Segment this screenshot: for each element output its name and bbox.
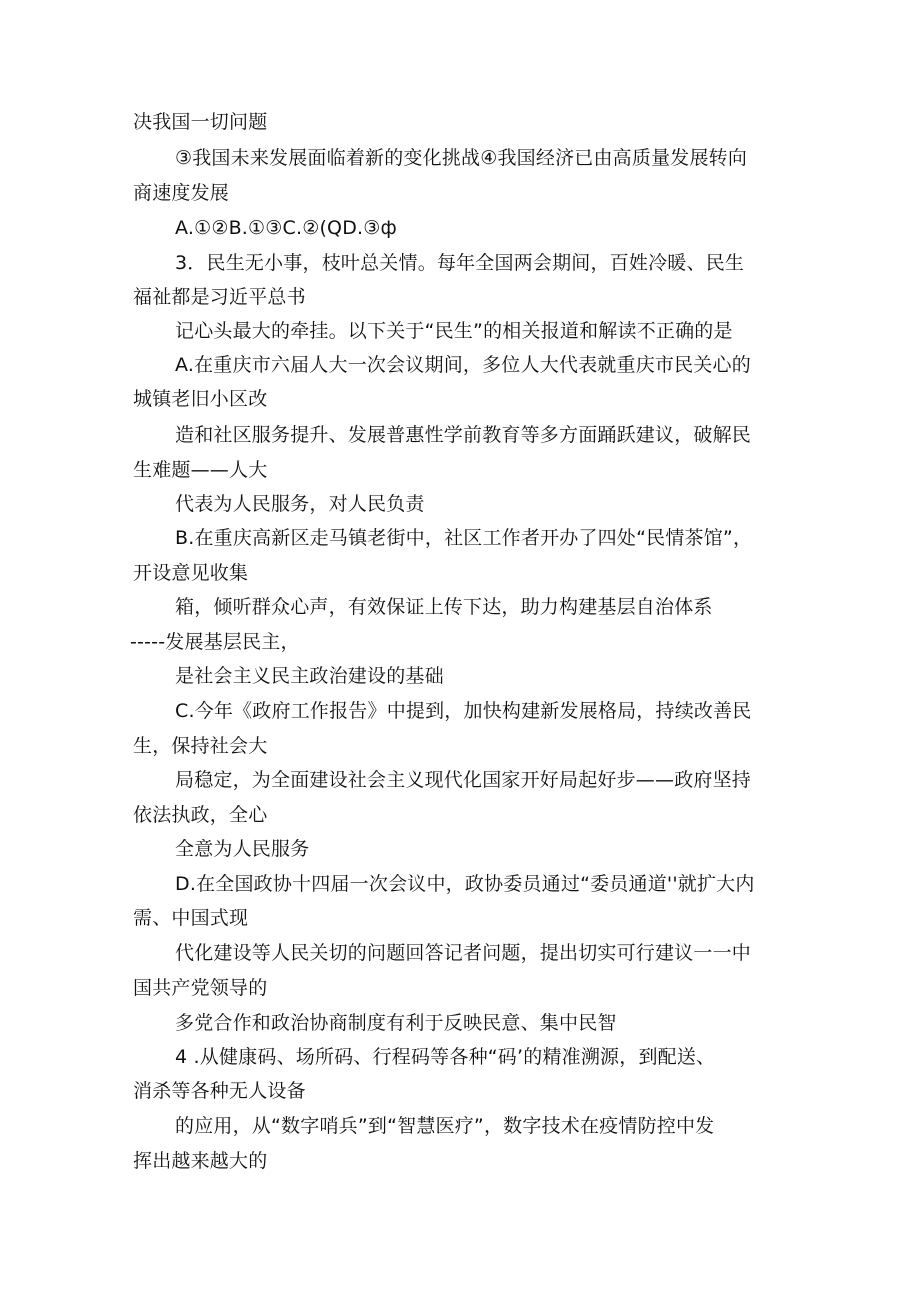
text-line-1: 决我国一切问题 bbox=[133, 111, 268, 133]
text-line-26: 国共产党领导的 bbox=[133, 977, 268, 999]
text-line-20: 局稳定，为全面建设社会主义现代化国家开好局起好步——政府坚持 bbox=[175, 769, 752, 791]
text-line-3: 商速度发展 bbox=[133, 182, 230, 204]
text-line-15: 箱，倾听群众心声，有效保证上传下达，助力构建基层自治体系 bbox=[175, 596, 713, 618]
text-line-30: 的应用，从“数字哨兵”到“智慧医疗”，数字技术在疫情防控中发 bbox=[175, 1115, 715, 1137]
text-line-11: 生难题——人大 bbox=[133, 459, 268, 481]
text-line-21: 依法执政，全心 bbox=[133, 804, 268, 826]
text-line-25: 代化建设等人民关切的问题回答记者问题，提出切实可行建议一一中 bbox=[175, 942, 752, 964]
text-line-12: 代表为人民服务，对人民负责 bbox=[175, 493, 425, 515]
text-line-17: 是社会主义民主政治建设的基础 bbox=[175, 665, 444, 687]
text-line-13: B.在重庆高新区走马镇老街中，社区工作者开办了四处“民情茶馆”， bbox=[175, 527, 753, 549]
text-line-4: A.①②B.①③C.②(QD.③ф bbox=[175, 217, 397, 239]
text-line-24: 需、中国式现 bbox=[133, 907, 249, 929]
text-line-31: 挥出越来越大的 bbox=[133, 1150, 268, 1172]
text-line-23: D.在全国政协十四届一次会议中，政协委员通过“委员通道''就扩大内 bbox=[175, 873, 755, 895]
text-line-16: -----发展基层民主， bbox=[130, 631, 300, 653]
text-line-19: 生，保持社会大 bbox=[133, 735, 268, 757]
text-line-14: 开设意见收集 bbox=[133, 562, 249, 584]
text-line-18: C.今年《政府工作报告》中提到，加快构建新发展格局，持续改善民 bbox=[175, 700, 752, 722]
text-line-22: 全意为人民服务 bbox=[175, 838, 310, 860]
text-line-27: 多党合作和政治协商制度有利于反映民意、集中民智 bbox=[175, 1012, 617, 1034]
text-line-2: ③我国未来发展面临着新的变化挑战④我国经济已由高质量发展转向 bbox=[175, 147, 748, 169]
text-line-29: 消杀等各种无人设备 bbox=[133, 1080, 306, 1102]
text-line-7: 记心头最大的牵挂。以下关于“民生”的相关报道和解读不正确的是 bbox=[175, 320, 733, 342]
text-line-9: 城镇老旧小区改 bbox=[133, 388, 268, 410]
text-line-8: A.在重庆市六届人大一次会议期间，多位人大代表就重庆市民关心的 bbox=[175, 354, 751, 376]
text-line-10: 造和社区服务提升、发展普惠性学前教育等多方面踊跃建议，破解民 bbox=[175, 424, 752, 446]
text-line-28: 4 .从健康码、场所码、行程码等各种“码’的精准溯源，到配送、 bbox=[175, 1046, 716, 1068]
text-line-5: 3．民生无小事，枝叶总关情。每年全国两会期间，百姓冷暖、民生 bbox=[175, 252, 745, 274]
text-line-6: 福祉都是习近平总书 bbox=[133, 286, 306, 308]
